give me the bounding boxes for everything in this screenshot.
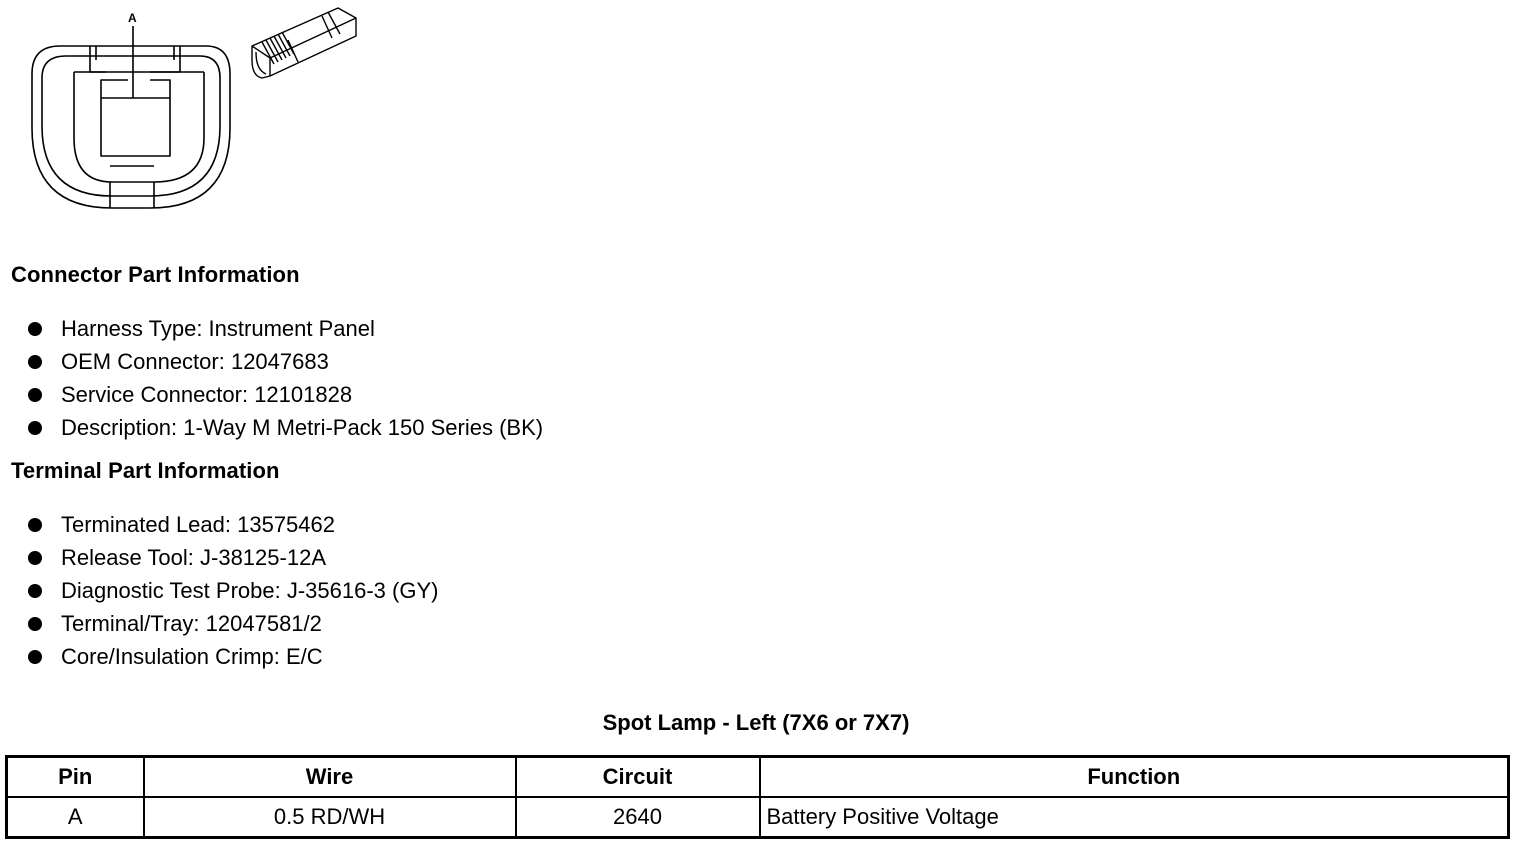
- header-circuit: Circuit: [516, 757, 760, 798]
- list-item: [28, 378, 543, 411]
- header-wire: Wire: [144, 757, 516, 798]
- connector-diagram: [0, 0, 380, 220]
- cavity-a-label: A: [128, 11, 137, 25]
- list-item: [28, 508, 438, 541]
- pin-table-title: Spot Lamp - Left (7X6 or 7X7): [602, 710, 910, 735]
- connector-face-drawing: [0, 0, 380, 220]
- cell-circuit: 2640: [516, 797, 760, 838]
- terminal-part-info-list: [28, 508, 438, 673]
- diagnostic-test-probe: Diagnostic Test Probe: J-35616-3 (GY): [61, 577, 439, 603]
- harness-type: Harness Type: Instrument Panel: [61, 315, 375, 341]
- connector-part-info-list: [28, 312, 543, 444]
- table-row: [7, 797, 1509, 838]
- bullet-icon: [28, 551, 42, 565]
- bullet-icon: [28, 355, 42, 369]
- list-item: [28, 640, 438, 673]
- release-tool: Release Tool: J-38125-12A: [61, 544, 326, 570]
- terminated-lead: Terminated Lead: 13575462: [61, 511, 335, 537]
- core-insulation-crimp: Core/Insulation Crimp: E/C: [61, 643, 323, 669]
- cell-wire: 0.5 RD/WH: [144, 797, 516, 838]
- header-function: Function: [760, 757, 1509, 798]
- connector-part-info-heading: Connector Part Information: [11, 262, 300, 287]
- bullet-icon: [28, 518, 42, 532]
- list-item: [28, 541, 438, 574]
- header-pin: Pin: [7, 757, 144, 798]
- terminal-part-info-heading: Terminal Part Information: [11, 458, 280, 483]
- terminal-tray: Terminal/Tray: 12047581/2: [61, 610, 322, 636]
- bullet-icon: [28, 617, 42, 631]
- service-connector: Service Connector: 12101828: [61, 381, 353, 407]
- cell-function: Battery Positive Voltage: [760, 797, 1509, 838]
- list-item: [28, 345, 543, 378]
- cell-pin: A: [7, 797, 144, 838]
- bullet-icon: [28, 584, 42, 598]
- bullet-icon: [28, 322, 42, 336]
- oem-connector: OEM Connector: 12047683: [61, 348, 329, 374]
- bullet-icon: [28, 421, 42, 435]
- pin-table: [5, 755, 1510, 839]
- connector-description: Description: 1-Way M Metri-Pack 150 Series (BK): [61, 414, 544, 440]
- list-item: [28, 574, 438, 607]
- table-header-row: [7, 757, 1509, 798]
- bullet-icon: [28, 650, 42, 664]
- list-item: [28, 607, 438, 640]
- list-item: [28, 312, 543, 345]
- list-item: [28, 411, 543, 444]
- bullet-icon: [28, 388, 42, 402]
